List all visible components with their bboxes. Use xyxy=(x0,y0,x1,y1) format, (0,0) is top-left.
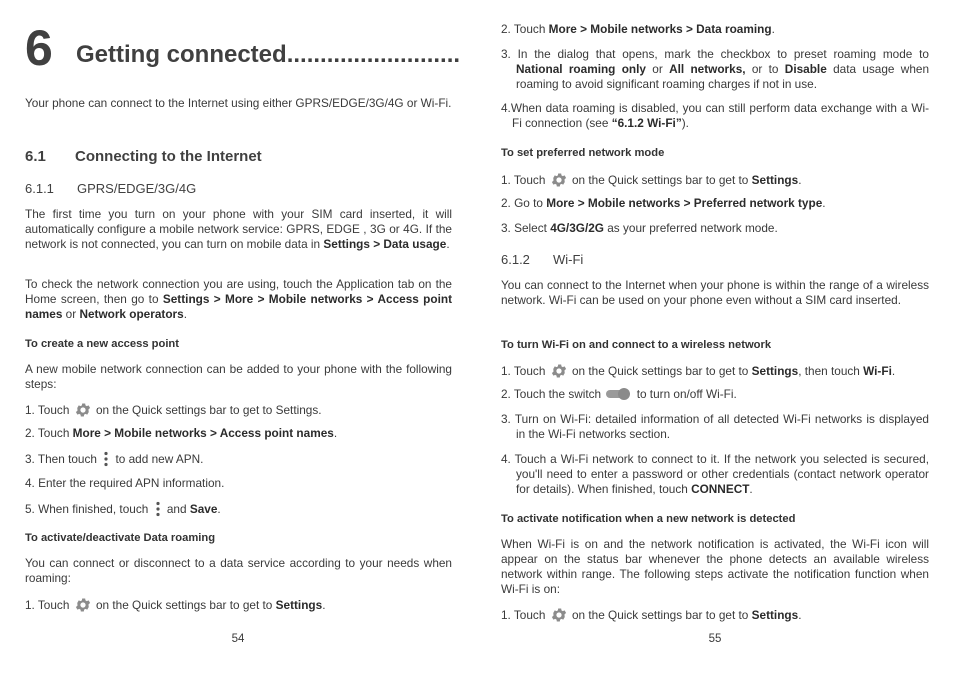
subsection-number: 6.1.1 xyxy=(25,181,54,196)
preferred-network-heading: To set preferred network mode xyxy=(501,147,665,159)
wifi-step-4: 4. Touch a Wi-Fi network to connect to it. If the network you selected is secured, you'll need to enter a password or other credentials (contact network operator for details). When finished, touch CONNECT. xyxy=(501,452,929,496)
roaming-step-3: 3. In the dialog that opens, mark the checkbox to preset roaming mode to National roaming only or All networks, or to Disable data usage when roaming to avoid significant roaming charges if not in use. xyxy=(501,47,929,91)
chapter-title-text: Getting connected xyxy=(76,41,287,68)
wifi-paragraph: You can connect to the Internet when your phone is within the range of a wireless network. Wi-Fi can be used on your phone even without a SIM card inserted. xyxy=(501,278,929,307)
gear-icon xyxy=(550,171,568,189)
network-step-3: 3. Select 4G/3G/2G as your preferred network mode. xyxy=(501,221,778,235)
roaming-step-1: 1. Touch on the Quick settings bar to get to Settings. xyxy=(25,598,326,612)
data-roaming-intro: You can connect or disconnect to a data service according to your needs when roaming: xyxy=(25,556,452,585)
notification-step-1: 1. Touch on the Quick settings bar to get to Settings. xyxy=(501,608,802,622)
chapter-number: 6 xyxy=(25,20,53,76)
intro-paragraph: Your phone can connect to the Internet using either GPRS/EDGE/3G/4G or Wi-Fi. xyxy=(25,96,452,110)
wifi-step-3: 3. Turn on Wi-Fi: detailed information of all detected Wi-Fi networks is displayed in the Wi-Fi networks section. xyxy=(501,412,929,441)
section-number: 6.1 xyxy=(25,148,46,165)
more-vert-icon xyxy=(152,501,164,517)
roaming-step-2: 2. Touch More > Mobile networks > Data roaming. xyxy=(501,22,775,36)
network-step-1: 1. Touch on the Quick settings bar to get to Settings. xyxy=(501,173,802,187)
wifi-step-2: 2. Touch the switch to turn on/off Wi-Fi. xyxy=(501,387,737,401)
create-access-point-heading: To create a new access point xyxy=(25,338,179,350)
apn-step-5: 5. When finished, touch and Save. xyxy=(25,502,221,516)
more-vert-icon xyxy=(100,451,112,467)
gear-icon xyxy=(74,401,92,419)
subsection-title: GPRS/EDGE/3G/4G xyxy=(77,181,197,196)
section-6-1-heading xyxy=(25,148,452,166)
apn-step-2: 2. Touch More > Mobile networks > Access point names. xyxy=(25,426,338,440)
apn-step-3: 3. Then touch to add new APN. xyxy=(25,452,204,466)
gear-icon xyxy=(74,596,92,614)
page-number: 55 xyxy=(708,633,722,645)
gprs-paragraph: The first time you turn on your phone with your SIM card inserted, it will automatically configure a mobile network service: GPRS, EDGE , 3G or 4G. If the network is not connected, you can turn on mobile data in Settings > Data usage. xyxy=(25,207,452,251)
apn-step-4: 4. Enter the required APN information. xyxy=(25,476,225,490)
section-6-1-1-heading xyxy=(25,181,452,197)
page-number: 54 xyxy=(231,633,245,645)
data-roaming-heading: To activate/deactivate Data roaming xyxy=(25,532,216,544)
check-connection-paragraph: To check the network connection you are using, touch the Application tab on the Home screen, then go to Settings > More > Mobile networks > Access point names or Network operators. xyxy=(25,277,452,321)
roaming-step-4: 4.When data roaming is disabled, you can still perform data exchange with a Wi-Fi connection (see “6.1.2 Wi-Fi”). xyxy=(501,101,929,130)
chapter-title-leader: .......................... xyxy=(286,41,461,68)
gear-icon xyxy=(550,362,568,380)
network-step-2: 2. Go to More > Mobile networks > Preferred network type. xyxy=(501,196,826,210)
section-title: Connecting to the Internet xyxy=(75,148,262,165)
network-notification-heading: To activate notification when a new network is detected xyxy=(501,513,796,525)
gear-icon xyxy=(550,606,568,624)
subsection-title: Wi-Fi xyxy=(553,252,584,267)
notification-paragraph: When Wi-Fi is on and the network notification is activated, the Wi-Fi icon will appear on the status bar whenever the phone detects an available wireless network within range. The following steps activate the notification function when Wi-Fi is on: xyxy=(501,537,929,596)
toggle-switch-icon xyxy=(606,388,631,400)
access-point-intro: A new mobile network connection can be added to your phone with the following steps: xyxy=(25,362,452,391)
turn-on-wifi-heading: To turn Wi-Fi on and connect to a wireless network xyxy=(501,339,772,351)
subsection-number: 6.1.2 xyxy=(501,252,530,267)
chapter-title xyxy=(76,40,460,70)
wifi-step-1: 1. Touch on the Quick settings bar to get to Settings, then touch Wi-Fi. xyxy=(501,364,896,378)
apn-step-1: 1. Touch on the Quick settings bar to get to Settings. xyxy=(25,403,322,417)
section-6-1-2-heading xyxy=(501,252,929,268)
